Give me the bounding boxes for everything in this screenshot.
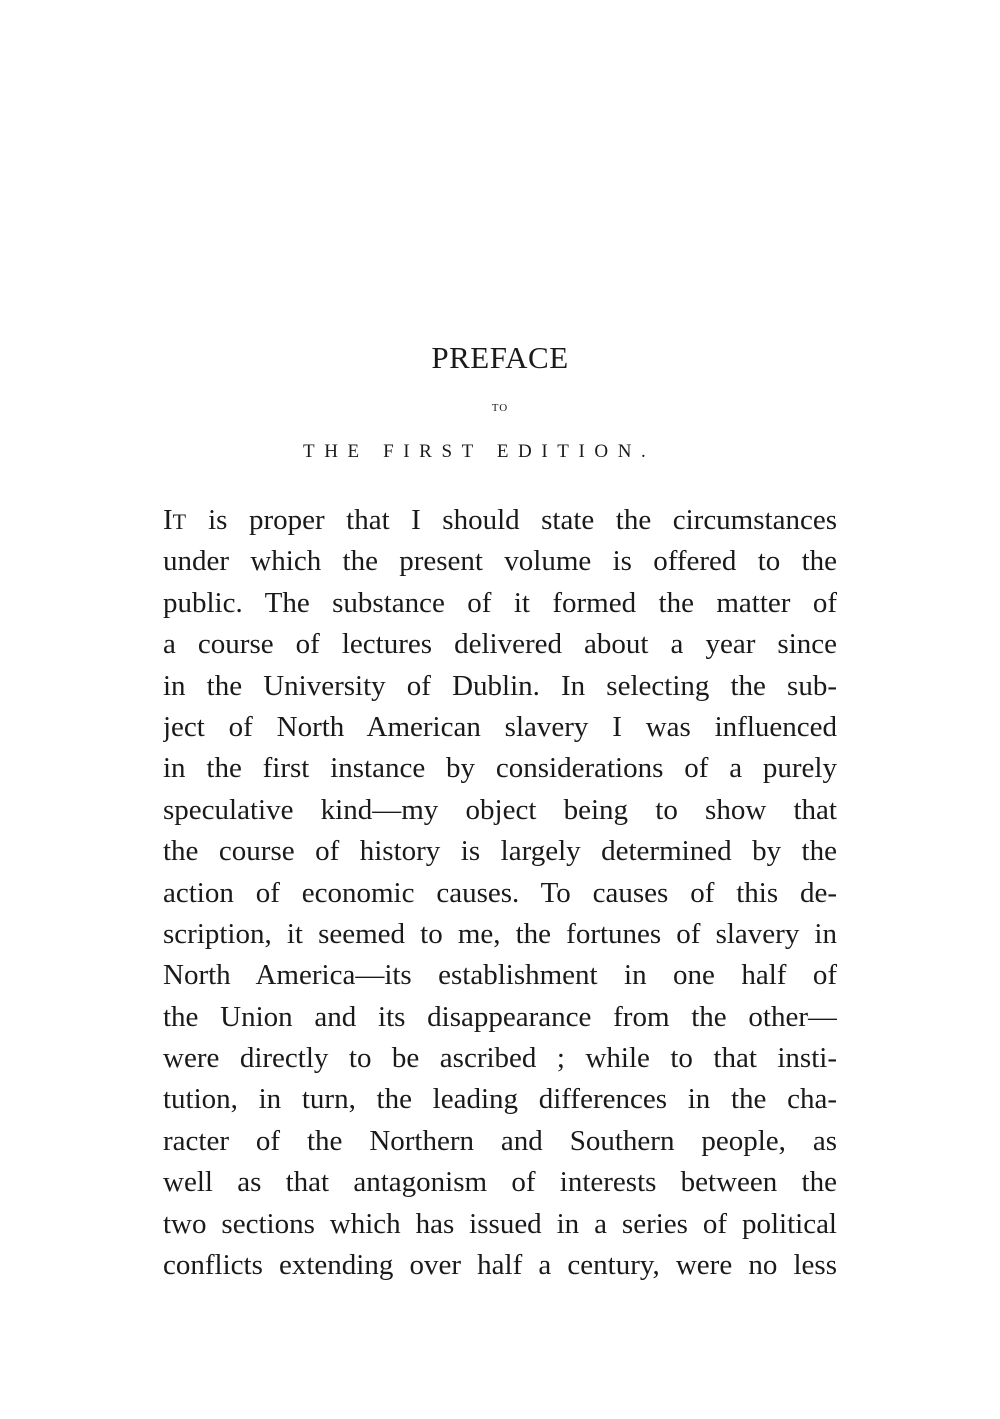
text-line-3: public. The substance of it formed the matter of xyxy=(163,586,837,619)
opening-small-caps: T xyxy=(172,509,187,534)
text-line-10: action of economic causes. To causes of this de- xyxy=(163,876,837,909)
text-line-17: well as that antagonism of interests between the xyxy=(163,1166,837,1199)
text-line-4: a course of lectures delivered about a year since xyxy=(163,628,837,661)
opening-initial: I xyxy=(163,504,173,536)
text-line-15: tution, in turn, the leading differences in the cha- xyxy=(163,1083,837,1116)
text-line-1 xyxy=(163,500,837,541)
text-line-1-content: is proper that I should state the circumstances xyxy=(186,504,837,536)
page-subtitle: THE FIRST EDITION. xyxy=(303,441,656,462)
text-line-16: racter of the Northern and Southern people, as xyxy=(163,1124,837,1157)
text-line-12: North America—its establishment in one half of xyxy=(163,959,837,992)
preface-body xyxy=(163,500,837,1286)
text-line-11: scription, it seemed to me, the fortunes of slavery in xyxy=(163,917,837,950)
text-line-2: under which the present volume is offered to the xyxy=(163,545,837,578)
text-line-9: the course of history is largely determined by the xyxy=(163,835,837,868)
text-line-13: the Union and its disappearance from the other— xyxy=(163,1000,837,1033)
page-title: PREFACE xyxy=(431,340,569,375)
text-line-8: speculative kind—my object being to show that xyxy=(163,793,837,826)
text-line-19: conflicts extending over half a century, were no less xyxy=(163,1249,837,1282)
text-line-18: two sections which has issued in a series of political xyxy=(163,1207,837,1240)
text-line-7: in the first instance by considerations of a purely xyxy=(163,752,837,785)
text-line-6: ject of North American slavery I was influenced xyxy=(163,710,837,743)
title-connector: TO xyxy=(491,402,509,414)
text-line-14: were directly to be ascribed ; while to that insti- xyxy=(163,1042,837,1075)
text-line-5: in the University of Dublin. In selecting the sub- xyxy=(163,669,837,702)
